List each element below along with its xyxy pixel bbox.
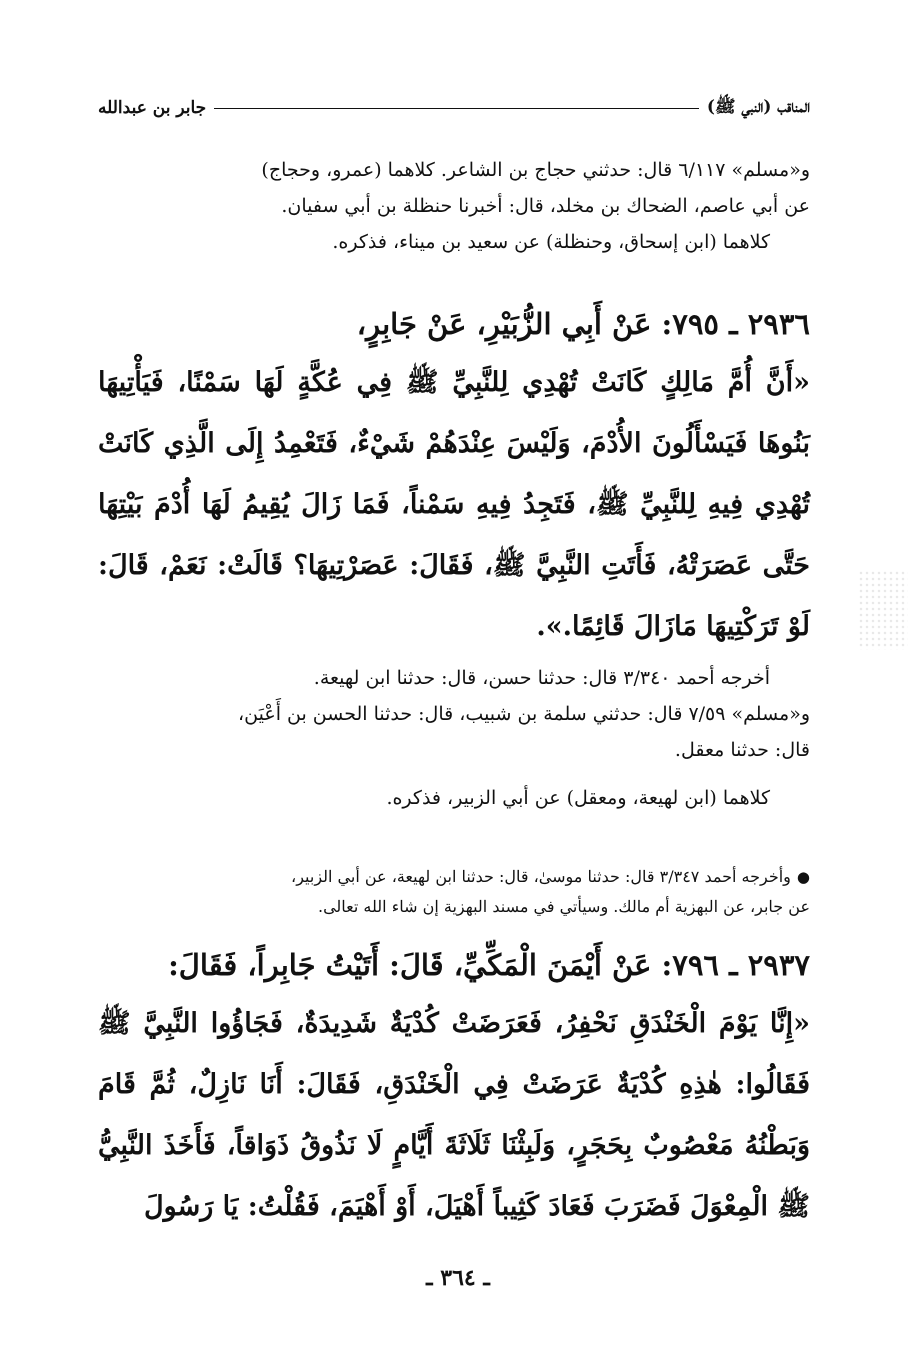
header-rule bbox=[214, 108, 699, 109]
note-line: عن جابر، عن البهزية أم مالك. وسيأتي في مسند البهزية إن شاء الله تعالى. bbox=[317, 897, 810, 916]
source-chain-top bbox=[98, 152, 810, 260]
takhrij-line: كلاهما (ابن لهيعة، ومعقل) عن أبي الزبير، فذكره. bbox=[386, 787, 770, 809]
note-line bbox=[98, 862, 810, 892]
takhrij-line: و«مسلم» ٧/٥٩ قال: حدثني سلمة بن شبيب، قال: حدثنا الحسن بن أَعْيَن، bbox=[238, 703, 810, 725]
source-line: كلاهما (ابن إسحاق، وحنظلة) عن سعيد بن ميناء، فذكره. bbox=[332, 231, 770, 253]
header-companion-name: جابر بن عبدالله bbox=[98, 98, 207, 118]
source-line: عن أبي عاصم، الضحاك بن مخلد، قال: أخبرنا حنظلة بن أبي سفيان. bbox=[281, 195, 810, 217]
note-text: وأخرجه أحمد ٣/٣٤٧ قال: حدثنا موسىٰ، قال: حدثنا ابن لهيعة، عن أبي الزبير، bbox=[291, 867, 791, 886]
takhrij-line: أخرجه أحمد ٣/٣٤٠ قال: حدثنا حسن، قال: حدثنا ابن لهيعة. bbox=[313, 667, 770, 689]
hadith-text-2936: «أَنَّ أُمَّ مَالِكٍ كَانَتْ تُهْدِي لِلنَّبِيِّ ﷺ فِي عُكَّةٍ لَهَا سَمْنًا، فَيَأْتِيهَا بَنُوهَا فَيَسْأَلُونَ الأُدْمَ، وَلَيْسَ عِنْدَهُمْ شَيْءٌ، فَتَعْمِدُ إِلَى الَّذِي كَانَتْ تُهْدِي فِيهِ لِلنَّبِيِّ ﷺ، فَتَجِدُ فِيهِ سَمْناً، فَمَا زَالَ يُقِيمُ لَهَا أُدْمَ بَيْتِهَا حَتَّى عَصَرَتْهُ، فَأَتَتِ النَّبِيَّ ﷺ، فَقَالَ: عَصَرْتِيهَا؟ قَالَتْ: نَعَمْ، قَالَ: لَوْ تَرَكْتِيهَا مَازَالَ قَائِمًا.». bbox=[98, 367, 810, 642]
scan-speckle bbox=[858, 570, 908, 650]
takhrij-line: قال: حدثنا معقل. bbox=[674, 739, 810, 761]
running-header bbox=[98, 93, 810, 123]
hadith-heading-2937: ٢٩٣٧ ـ ٧٩٦: عَنْ أَيْمَنَ الْمَكِّيِّ، قَالَ: أَتَيْتُ جَابِراً، فَقَالَ: bbox=[168, 948, 810, 982]
note-2936 bbox=[98, 862, 810, 922]
page-number: ـ ٣٦٤ ـ bbox=[426, 1265, 490, 1291]
bullet-icon: ● bbox=[796, 868, 810, 886]
hadith-heading-2936: ٢٩٣٦ ـ ٧٩٥: عَنْ أَبِي الزُّبَيْرِ، عَنْ جَابِرٍ، bbox=[356, 307, 810, 341]
header-chapter-title: المناقب (النبي ﷺ) bbox=[706, 96, 810, 117]
source-line: و«مسلم» ٦/١١٧ قال: حدثني حجاج بن الشاعر. كلاهما (عمرو، وحجاج) bbox=[261, 159, 810, 181]
hadith-text-2937: «إِنَّا يَوْمَ الْخَنْدَقِ نَحْفِرُ، فَعَرَضَتْ كُدْيَةٌ شَدِيدَةٌ، فَجَاؤُوا النَّبِيَّ ﷺ فَقَالُوا: هٰذِهِ كُدْيَةٌ عَرَضَتْ فِي الْخَنْدَقِ، فَقَالَ: أَنَا نَازِلٌ، ثُمَّ قَامَ وَبَطْنُهُ مَعْصُوبٌ بِحَجَرٍ، وَلَبِثْنَا ثَلَاثَةَ أَيَّامٍ لَا نَذُوقُ ذَوَاقاً، فَأَخَذَ النَّبِيُّ ﷺ الْمِعْوَلَ فَضَرَبَ فَعَادَ كَثِيباً أَهْيَلَ، أَوْ أَهْيَمَ، فَقُلْتُ: يَا رَسُولَ bbox=[98, 1008, 810, 1222]
takhrij-2936 bbox=[98, 660, 810, 816]
